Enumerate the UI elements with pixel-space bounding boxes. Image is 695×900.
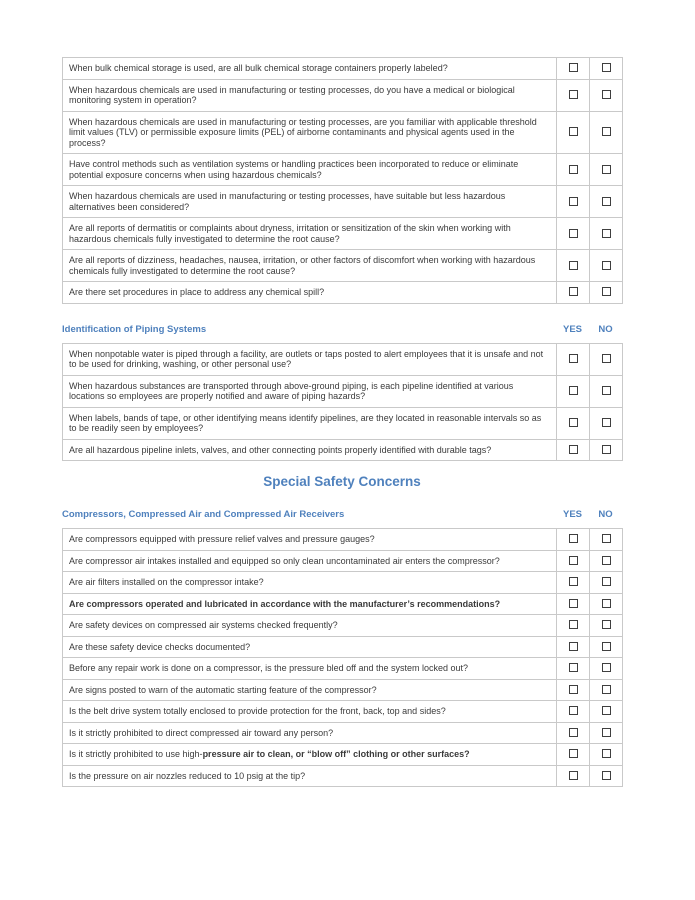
no-checkbox[interactable] — [602, 771, 611, 780]
no-checkbox[interactable] — [602, 261, 611, 270]
no-cell — [590, 79, 623, 111]
yes-checkbox[interactable] — [569, 63, 578, 72]
yes-cell — [557, 615, 590, 637]
yes-cell — [557, 636, 590, 658]
checklist-row — [63, 701, 623, 723]
yes-cell — [557, 701, 590, 723]
question-text: Is the pressure on air nozzles reduced to 10 psig at the tip? — [63, 765, 557, 787]
checklist-table — [62, 57, 623, 304]
yes-cell — [557, 250, 590, 282]
yes-checkbox[interactable] — [569, 287, 578, 296]
section-header — [62, 324, 622, 335]
no-cell — [590, 615, 623, 637]
no-cell — [590, 529, 623, 551]
no-checkbox[interactable] — [602, 642, 611, 651]
yes-checkbox[interactable] — [569, 728, 578, 737]
no-checkbox[interactable] — [602, 556, 611, 565]
checklist-row — [63, 529, 623, 551]
question-text: When nonpotable water is piped through a facility, are outlets or taps posted to alert employees that it is unsafe and not to be used for drinking, washing, or other personal use? — [63, 343, 557, 375]
yes-cell — [557, 343, 590, 375]
yes-checkbox[interactable] — [569, 577, 578, 586]
no-cell — [590, 722, 623, 744]
question-text-part: Is it strictly prohibited to use high- — [69, 749, 203, 759]
checklist-row — [63, 550, 623, 572]
checklist-row — [63, 375, 623, 407]
yes-checkbox[interactable] — [569, 165, 578, 174]
yes-cell — [557, 572, 590, 594]
no-checkbox[interactable] — [602, 599, 611, 608]
checklist-table — [62, 343, 623, 462]
no-checkbox[interactable] — [602, 229, 611, 238]
checklist-row — [63, 765, 623, 787]
yes-cell — [557, 765, 590, 787]
no-cell — [590, 375, 623, 407]
question-text: Have control methods such as ventilation systems or handling practices been incorporated to reduce or eliminate potential exposure concerns when using hazardous chemicals? — [63, 154, 557, 186]
yes-checkbox[interactable] — [569, 354, 578, 363]
no-checkbox[interactable] — [602, 63, 611, 72]
no-checkbox[interactable] — [602, 90, 611, 99]
no-checkbox[interactable] — [602, 685, 611, 694]
checklist-row — [63, 593, 623, 615]
question-text: Before any repair work is done on a compressor, is the pressure bled off and the system locked out? — [63, 658, 557, 680]
no-cell — [590, 636, 623, 658]
no-cell — [590, 218, 623, 250]
yes-cell — [557, 439, 590, 461]
question-text: When hazardous chemicals are used in manufacturing or testing processes, do you have a medical or biological monitoring system in operation? — [63, 79, 557, 111]
yes-cell — [557, 658, 590, 680]
no-cell — [590, 250, 623, 282]
no-cell — [590, 701, 623, 723]
question-text: Are compressors operated and lubricated in accordance with the manufacturer’s recommendations? — [63, 593, 557, 615]
question-text: Are there set procedures in place to address any chemical spill? — [63, 282, 557, 304]
question-text: Is it strictly prohibited to direct compressed air toward any person? — [63, 722, 557, 744]
no-checkbox[interactable] — [602, 749, 611, 758]
no-checkbox[interactable] — [602, 620, 611, 629]
yes-checkbox[interactable] — [569, 749, 578, 758]
no-checkbox[interactable] — [602, 386, 611, 395]
question-text: Are compressors equipped with pressure relief valves and pressure gauges? — [63, 529, 557, 551]
no-cell — [590, 439, 623, 461]
section-header — [62, 509, 622, 520]
checklist-row — [63, 572, 623, 594]
no-cell — [590, 550, 623, 572]
question-text: Are compressor air intakes installed and equipped so only clean uncontaminated air enters the compressor? — [63, 550, 557, 572]
yes-checkbox[interactable] — [569, 771, 578, 780]
yes-cell — [557, 154, 590, 186]
question-text: Are these safety device checks documented? — [63, 636, 557, 658]
yes-cell — [557, 58, 590, 80]
yes-checkbox[interactable] — [569, 197, 578, 206]
question-text: Is the belt drive system totally enclosed to provide protection for the front, back, top and sides? — [63, 701, 557, 723]
question-text-part: pressure air to clean, or “blow off” clothing or other surfaces? — [202, 749, 470, 759]
question-text: When hazardous substances are transported through above-ground piping, is each pipeline identified at various locations so employees are properly notified and aware of piping hazards? — [63, 375, 557, 407]
yes-column-header: YES — [562, 323, 582, 335]
no-cell — [590, 593, 623, 615]
section-title: Compressors, Compressed Air and Compressed Air Receivers — [62, 509, 345, 520]
checklist-row — [63, 407, 623, 439]
checklist-row — [63, 282, 623, 304]
page-title: Special Safety Concerns — [263, 474, 421, 489]
no-checkbox[interactable] — [602, 577, 611, 586]
checklist-row — [63, 79, 623, 111]
checklist-row — [63, 615, 623, 637]
no-checkbox[interactable] — [602, 445, 611, 454]
no-column-header: NO — [598, 509, 613, 520]
no-cell — [590, 343, 623, 375]
yes-checkbox[interactable] — [569, 706, 578, 715]
checklist-row — [63, 186, 623, 218]
question-text: When hazardous chemicals are used in manufacturing or testing processes, have suitable but less hazardous alternatives been considered? — [63, 186, 557, 218]
yes-checkbox[interactable] — [569, 90, 578, 99]
yes-cell — [557, 79, 590, 111]
no-cell — [590, 658, 623, 680]
section-title: Identification of Piping Systems — [62, 323, 207, 335]
no-cell — [590, 58, 623, 80]
question-text: Are air filters installed on the compressor intake? — [63, 572, 557, 594]
no-checkbox[interactable] — [602, 127, 611, 136]
checklist-row — [63, 679, 623, 701]
question-text: Are all reports of dermatitis or complaints about dryness, irritation or sensitization of the skin when working with hazardous chemicals fully investigated to determine the root cause? — [63, 218, 557, 250]
no-cell — [590, 679, 623, 701]
no-cell — [590, 282, 623, 304]
yes-column-header: YES — [562, 509, 582, 520]
yes-checkbox[interactable] — [569, 386, 578, 395]
no-cell — [590, 765, 623, 787]
checklist-row — [63, 343, 623, 375]
checklist-row — [63, 218, 623, 250]
no-cell — [590, 186, 623, 218]
checklist-row — [63, 58, 623, 80]
yes-cell — [557, 722, 590, 744]
checklist-row — [63, 154, 623, 186]
question-text: Are all reports of dizziness, headaches, nausea, irritation, or other factors of discomfort when working with hazardous chemicals fully investigated to determine the root cause? — [63, 250, 557, 282]
yes-cell — [557, 218, 590, 250]
question-text: Are signs posted to warn of the automatic starting feature of the compressor? — [63, 679, 557, 701]
no-cell — [590, 154, 623, 186]
checklist-row — [63, 658, 623, 680]
no-cell — [590, 744, 623, 766]
yes-checkbox[interactable] — [569, 127, 578, 136]
no-checkbox[interactable] — [602, 165, 611, 174]
no-column-header: NO — [598, 323, 613, 335]
yes-checkbox[interactable] — [569, 685, 578, 694]
question-text: Are safety devices on compressed air systems checked frequently? — [63, 615, 557, 637]
checklist-row — [63, 250, 623, 282]
yes-checkbox[interactable] — [569, 620, 578, 629]
question-text: When bulk chemical storage is used, are all bulk chemical storage containers properly labeled? — [63, 58, 557, 80]
yes-cell — [557, 679, 590, 701]
yes-cell — [557, 282, 590, 304]
yes-cell — [557, 375, 590, 407]
yes-checkbox[interactable] — [569, 663, 578, 672]
yes-checkbox[interactable] — [569, 556, 578, 565]
no-checkbox[interactable] — [602, 418, 611, 427]
yes-checkbox[interactable] — [569, 229, 578, 238]
yes-checkbox[interactable] — [569, 534, 578, 543]
no-checkbox[interactable] — [602, 728, 611, 737]
yes-cell — [557, 744, 590, 766]
question-text: Are all hazardous pipeline inlets, valves, and other connecting points properly identified with durable tags? — [63, 439, 557, 461]
checklist-row — [63, 636, 623, 658]
yes-cell — [557, 593, 590, 615]
no-checkbox[interactable] — [602, 663, 611, 672]
question-text: When hazardous chemicals are used in manufacturing or testing processes, are you familiar with applicable threshold limit values (TLV) or permissible exposure limits (PEL) of airborne contaminants and physical agents used in the process? — [63, 111, 557, 154]
checklist-row — [63, 744, 623, 766]
no-checkbox[interactable] — [602, 354, 611, 363]
checklist-table — [62, 528, 623, 787]
yes-cell — [557, 529, 590, 551]
yes-cell — [557, 186, 590, 218]
yes-checkbox[interactable] — [569, 599, 578, 608]
question-text: When labels, bands of tape, or other identifying means identify pipelines, are they located in reasonable intervals so as to be readily seen by employees? — [63, 407, 557, 439]
yes-cell — [557, 550, 590, 572]
yes-checkbox[interactable] — [569, 418, 578, 427]
question-text — [63, 744, 557, 766]
content — [62, 57, 622, 787]
no-checkbox[interactable] — [602, 197, 611, 206]
no-checkbox[interactable] — [602, 534, 611, 543]
checklist-row — [63, 722, 623, 744]
no-cell — [590, 407, 623, 439]
checklist-row — [63, 111, 623, 154]
no-cell — [590, 111, 623, 154]
no-cell — [590, 572, 623, 594]
no-checkbox[interactable] — [602, 287, 611, 296]
yes-checkbox[interactable] — [569, 642, 578, 651]
yes-cell — [557, 407, 590, 439]
no-checkbox[interactable] — [602, 706, 611, 715]
checklist-row — [63, 439, 623, 461]
yes-checkbox[interactable] — [569, 445, 578, 454]
yes-checkbox[interactable] — [569, 261, 578, 270]
yes-cell — [557, 111, 590, 154]
